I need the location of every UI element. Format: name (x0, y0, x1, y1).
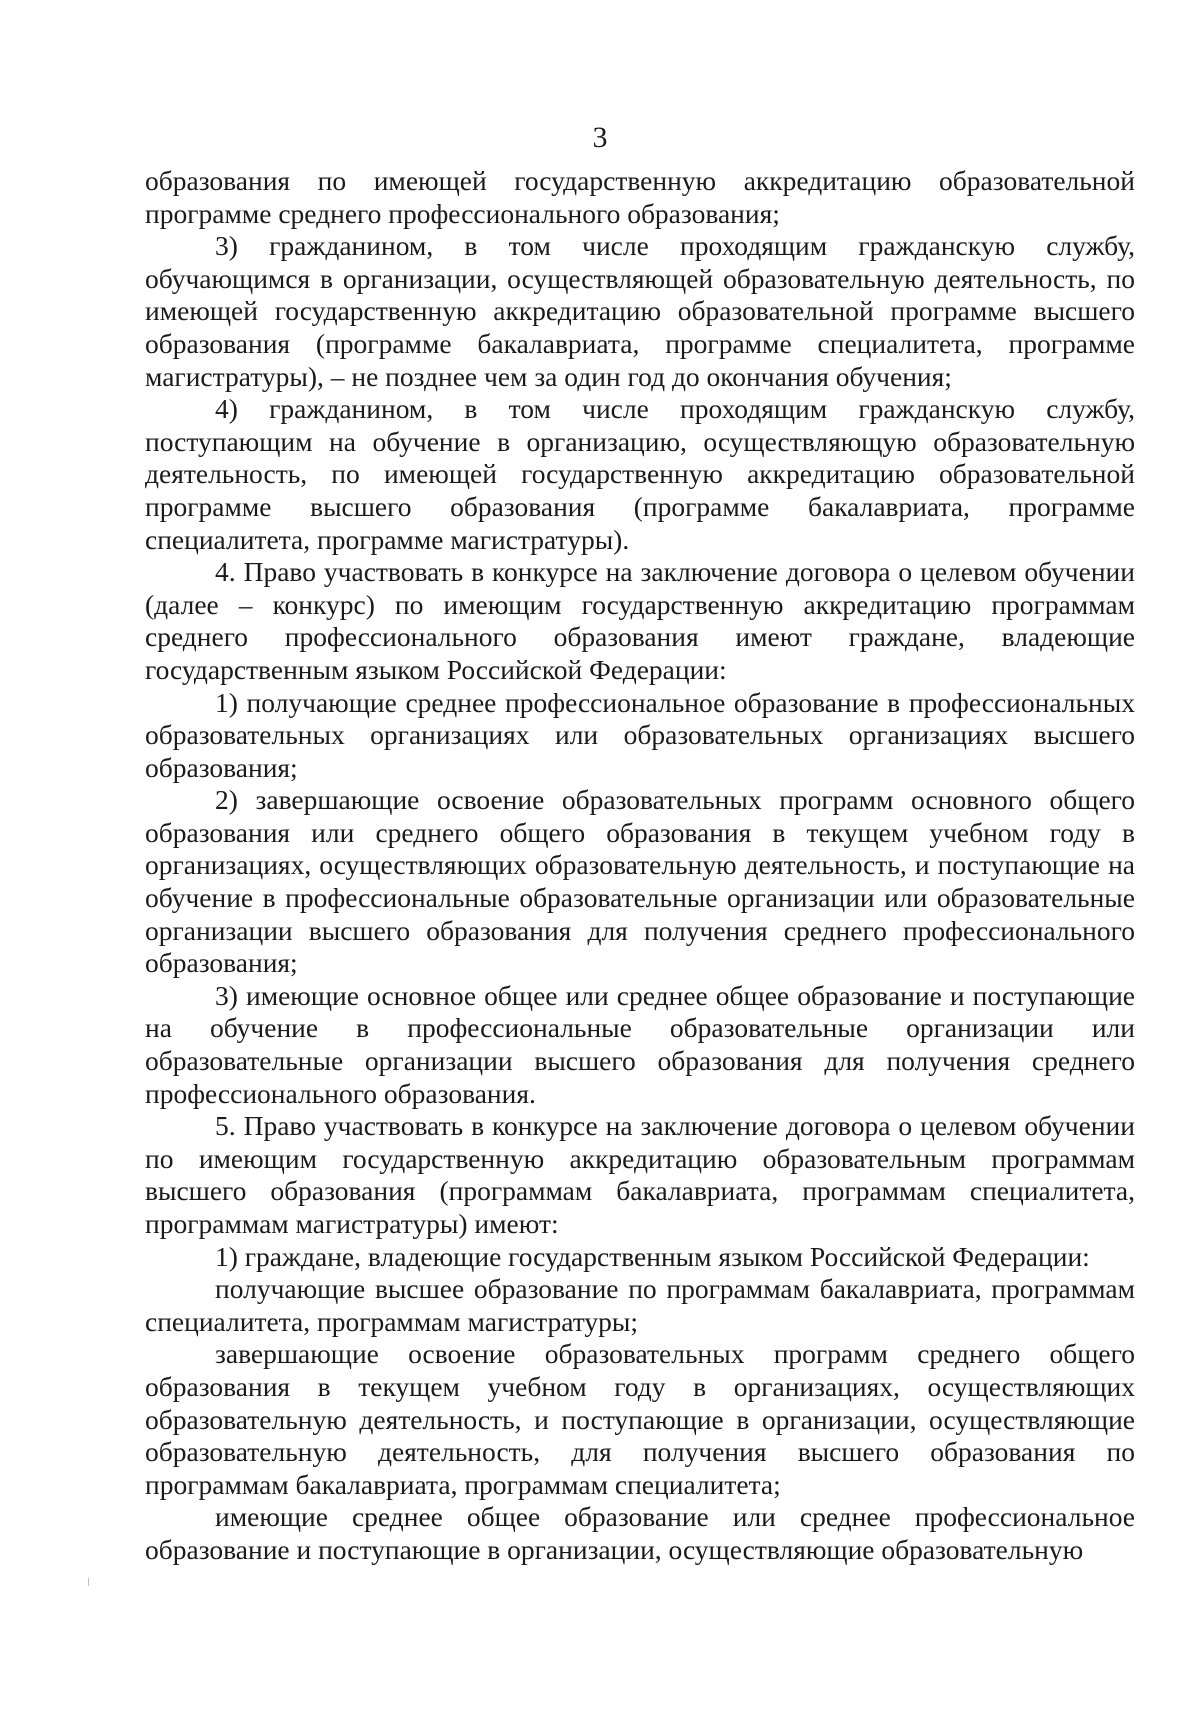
paragraph-section-4: 4. Право участвовать в конкурсе на заключение договора о целевом обучении (далее – конкурс) по имеющим государственную аккредитацию программам среднего профессионального образования имеют граждане, владеющие государственным языком Российской Федерации: (145, 556, 1135, 685)
page-number: 3 (592, 121, 608, 154)
paragraph-section-5: 5. Право участвовать в конкурсе на заключение договора о целевом обучении по имеющим государственную аккредитацию образовательным программам высшего образования (программам бакалавриата, программам специалитета, программам магистратуры) имеют: (145, 1110, 1135, 1239)
paragraph-section-4-item-3: 3) имеющие основное общее или среднее общее образование и поступающие на обучение в профессиональные образовательные организации или образовательные организации высшего образования для получения среднего профессионального образования. (145, 979, 1135, 1109)
paragraph-item-4: 4) гражданином, в том числе проходящим гражданскую службу, поступающим на обучение в организацию, осуществляющую образовательную деятельность, по имеющей государственную аккредитацию образовательной программе высшего образования (программе бакалавриата, программе специалитета, программе магистратуры). (145, 393, 1135, 555)
document-body (145, 165, 1135, 1567)
scan-artifact-mark (88, 1578, 89, 1586)
paragraph-subitem-completing: завершающие освоение образовательных программ среднего общего образования в текущем учебном году в организациях, осуществляющих образовательную деятельность, и поступающие в организации, осуществляющие образовательную деятельность, для получения высшего образования по программам бакалавриата, программам специалитета; (145, 1338, 1135, 1500)
paragraph-continuation: образования по имеющей государственную аккредитацию образовательной программе среднего профессионального образования; (145, 165, 1135, 229)
paragraph-item-3: 3) гражданином, в том числе проходящим гражданскую службу, обучающимся в организации, осуществляющей образовательную деятельность, по имеющей государственную аккредитацию образовательной программе высшего образования (программе бакалавриата, программе специалитета, программе магистратуры), – не позднее чем за один год до окончания обучения; (145, 230, 1135, 392)
paragraph-section-4-item-2: 2) завершающие освоение образовательных программ основного общего образования или среднего общего образования в текущем учебном году в организациях, осуществляющих образовательную деятельность, и поступающие на обучение в профессиональные образовательные организации или образовательные организации высшего образования для получения среднего профессионального образования; (145, 784, 1135, 979)
paragraph-section-5-item-1: 1) граждане, владеющие государственным языком Российской Федерации: (215, 1240, 1090, 1272)
paragraph-section-4-item-1: 1) получающие среднее профессиональное образование в профессиональных образовательных организациях или образовательных организациях высшего образования; (145, 686, 1135, 783)
paragraph-subitem-receiving: получающие высшее образование по программам бакалавриата, программам специалитета, программам магистратуры; (145, 1273, 1135, 1337)
paragraph-subitem-having: имеющие среднее общее образование или среднее профессиональное образование и поступающие в организации, осуществляющие образовательную (145, 1501, 1135, 1565)
